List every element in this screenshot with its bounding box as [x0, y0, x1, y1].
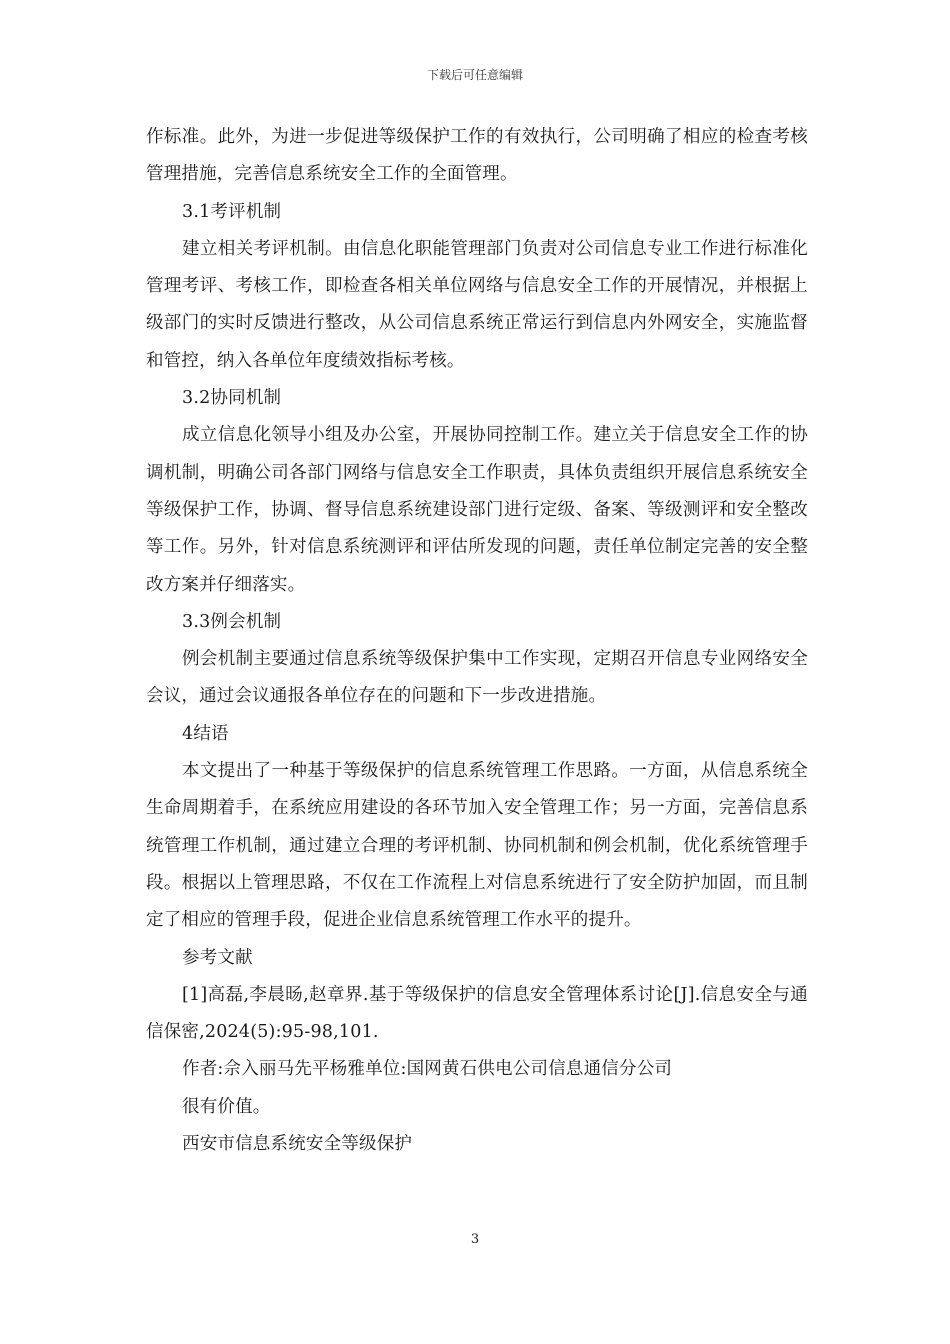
paragraph-conclusion: 本文提出了一种基于等级保护的信息系统管理工作思路。一方面，从信息系统全生命周期着手，在系统应用建设的各环节加入安全管理工作；另一方面，完善信息系统管理工作机制，通过建立合理的考评机制、协同机制和例会机制，优化系统管理手段。根据以上管理思路，不仅在工作流程上对信息系统进行了安全防护加固，而且制定了相应的管理手段，促进企业信息系统管理工作水平的提升。 — [146, 761, 808, 931]
paragraph-remark: 很有价值。 — [182, 1096, 271, 1117]
paragraph-next-title: 西安市信息系统安全等级保护 — [182, 1134, 413, 1155]
author-line: 作者:佘入丽马先平杨雅单位:国网黄石供电公司信息通信分公司 — [182, 1059, 673, 1080]
paragraph-meeting: 例会机制主要通过信息系统等级保护集中工作实现，定期召开信息专业网络安全会议，通过会议通报各单位存在的问题和下一步改进措施。 — [146, 649, 808, 707]
page-header: 下载后可任意编辑 — [426, 68, 523, 82]
section-heading-3-1: 3.1考评机制 — [182, 201, 282, 222]
page-number: 3 — [470, 1232, 480, 1247]
section-heading-3-3: 3.3例会机制 — [182, 611, 282, 632]
document-body — [146, 119, 808, 1163]
reference-item: [1]高磊,李晨旸,赵章界.基于等级保护的信息安全管理体系讨论[J].信息安全与通信保密,2024(5):95-98,101. — [146, 984, 808, 1043]
section-heading-3-2: 3.2协同机制 — [182, 388, 282, 409]
paragraph-evaluation: 建立相关考评机制。由信息化职能管理部门负责对公司信息专业工作进行标准化管理考评、考核工作，即检查各相关单位网络与信息安全工作的开展情况，并根据上级部门的实时反馈进行整改，从公司信息系统正常运行到信息内外网安全，实施监督和管控，纳入各单位年度绩效指标考核。 — [146, 238, 808, 371]
paragraph-continuation: 作标准。此外，为进一步促进等级保护工作的有效执行，公司明确了相应的检查考核管理措施，完善信息系统安全工作的全面管理。 — [146, 127, 808, 185]
paragraph-coordination: 成立信息化领导小组及办公室，开展协同控制工作。建立关于信息安全工作的协调机制，明确公司各部门网络与信息安全工作职责，具体负责组织开展信息系统安全等级保护工作，协调、督导信息系统建设部门进行定级、备案、等级测评和安全整改等工作。另外，针对信息系统测评和评估所发现的问题，责任单位制定完善的安全整改方案并仔细落实。 — [146, 425, 808, 595]
references-heading: 参考文献 — [182, 947, 253, 968]
section-heading-4: 4结语 — [182, 723, 229, 744]
